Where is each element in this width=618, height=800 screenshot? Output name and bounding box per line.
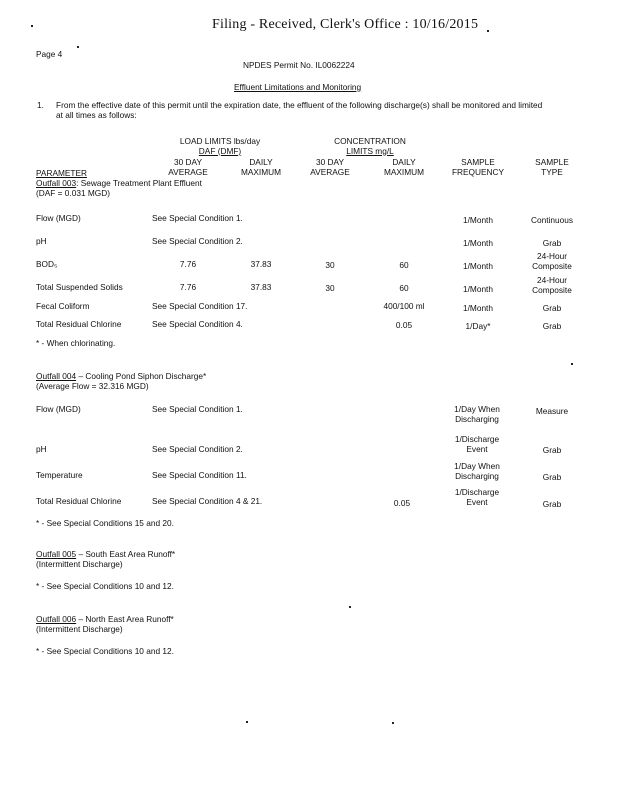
table-row-frequency: 1/Month [463, 261, 493, 271]
table-row-type: 24-Hour Composite [532, 251, 572, 271]
conc-30day-header: 30 DAY AVERAGE [310, 157, 350, 177]
load-30day-header: 30 DAY AVERAGE [168, 157, 208, 177]
outfall-004-average-flow: (Average Flow = 32.316 MGD) [36, 381, 149, 391]
table-row-param: Total Residual Chlorine [36, 496, 122, 506]
table-row-spec: See Special Condition 1. [152, 213, 243, 223]
table-row-param: Fecal Coliform [36, 301, 90, 311]
intro-number: 1. [37, 100, 44, 110]
table-row-frequency: 1/Month [463, 215, 493, 225]
table-row-spec: See Special Condition 11. [152, 470, 247, 480]
table-row-conc30: 30 [325, 283, 335, 293]
scan-speck [571, 363, 573, 365]
outfall-005-note: * - See Special Conditions 10 and 12. [36, 581, 174, 591]
load-daily-header: DAILY MAXIMUM [240, 157, 282, 177]
outfall-004-title: Outfall 004 – Cooling Pond Siphon Discharge* [36, 371, 207, 381]
table-row-frequency: 1/Month [463, 238, 493, 248]
table-row-load30: 7.76 [179, 282, 197, 292]
table-row-type: Grab [542, 445, 562, 455]
table-row-frequency: 1/Day When Discharging [454, 404, 500, 424]
table-row-frequency: 1/Discharge Event [454, 434, 500, 454]
table-row-type: Grab [542, 472, 562, 482]
table-row-frequency: 1/Month [463, 284, 493, 294]
table-row-spec: See Special Condition 4 & 21. [152, 496, 263, 506]
outfall-004-note: * - See Special Conditions 15 and 20. [36, 518, 174, 528]
table-row-concmax: 400/100 ml [383, 301, 425, 311]
table-row-spec: See Special Condition 2. [152, 444, 243, 454]
table-row-loadmax: 37.83 [250, 259, 272, 269]
sample-frequency-header: SAMPLE FREQUENCY [451, 157, 505, 177]
outfall-005-subtitle: (Intermittent Discharge) [36, 559, 123, 569]
table-row-type: Grab [542, 321, 562, 331]
scan-speck [392, 722, 394, 724]
table-row-concmax: 0.05 [393, 498, 411, 508]
table-row-spec: See Special Condition 1. [152, 404, 243, 414]
table-row-param: pH [36, 444, 47, 454]
table-row-param: pH [36, 236, 47, 246]
table-row-spec: See Special Condition 17. [152, 301, 248, 311]
table-row-param: Flow (MGD) [36, 213, 81, 223]
table-row-concmax: 60 [399, 260, 409, 270]
outfall-003-note: * - When chlorinating. [36, 338, 116, 348]
table-row-concmax: 0.05 [395, 320, 413, 330]
page-number: Page 4 [36, 49, 63, 59]
sample-type-header: SAMPLE TYPE [535, 157, 569, 177]
scan-speck [349, 606, 351, 608]
permit-number: NPDES Permit No. IL0062224 [243, 60, 355, 70]
intro-line-2: at all times as follows: [56, 110, 137, 120]
table-row-conc30: 30 [325, 260, 335, 270]
parameter-column-header: PARAMETER [36, 168, 88, 178]
table-row-type: Grab [542, 499, 562, 509]
table-row-spec: See Special Condition 2. [152, 236, 243, 246]
table-row-frequency: 1/Day When Discharging [454, 461, 500, 481]
scan-speck [246, 721, 248, 723]
table-row-type: Measure [535, 406, 569, 416]
table-row-type: Grab [542, 303, 562, 313]
outfall-006-subtitle: (Intermittent Discharge) [36, 624, 123, 634]
table-row-frequency: 1/Discharge Event [454, 487, 500, 507]
table-row-spec: See Special Condition 4. [152, 319, 243, 329]
table-row-frequency: 1/Day* [465, 321, 491, 331]
table-row-frequency: 1/Month [463, 303, 493, 313]
scan-speck [487, 30, 489, 32]
outfall-006-note: * - See Special Conditions 10 and 12. [36, 646, 174, 656]
table-row-loadmax: 37.83 [250, 282, 272, 292]
table-row-type: 24-Hour Composite [532, 275, 572, 295]
load-limits-heading: LOAD LIMITS lbs/day DAF (DMF) [179, 136, 261, 156]
outfall-005-title: Outfall 005 – South East Area Runoff* [36, 549, 176, 559]
concentration-limits-heading: CONCENTRATION LIMITS mg/L [334, 136, 406, 156]
table-row-param: Total Residual Chlorine [36, 319, 122, 329]
conc-daily-header: DAILY MAXIMUM [383, 157, 425, 177]
outfall-003-daf: (DAF = 0.031 MGD) [36, 188, 110, 198]
scan-speck [31, 25, 33, 27]
intro-line-1: From the effective date of this permit until the expiration date, the effluent of the following discharge(s) shall be monitored and limited [56, 100, 543, 110]
scan-speck [77, 46, 79, 48]
section-title: Effluent Limitations and Monitoring [234, 82, 362, 92]
table-row-param: Flow (MGD) [36, 404, 81, 414]
table-row-param: Total Suspended Solids [36, 282, 123, 292]
table-row-type: Continuous [531, 215, 573, 225]
outfall-006-title: Outfall 006 – North East Area Runoff* [36, 614, 174, 624]
table-row-load30: 7.76 [179, 259, 197, 269]
table-row-type: Grab [542, 238, 562, 248]
table-row-param: Temperature [36, 470, 83, 480]
filing-stamp: Filing - Received, Clerk's Office : 10/16/2015 [212, 17, 479, 32]
outfall-003-title: Outfall 003: Sewage Treatment Plant Effluent [36, 178, 202, 188]
table-row-param: BOD₅ [36, 259, 58, 269]
table-row-concmax: 60 [399, 283, 409, 293]
